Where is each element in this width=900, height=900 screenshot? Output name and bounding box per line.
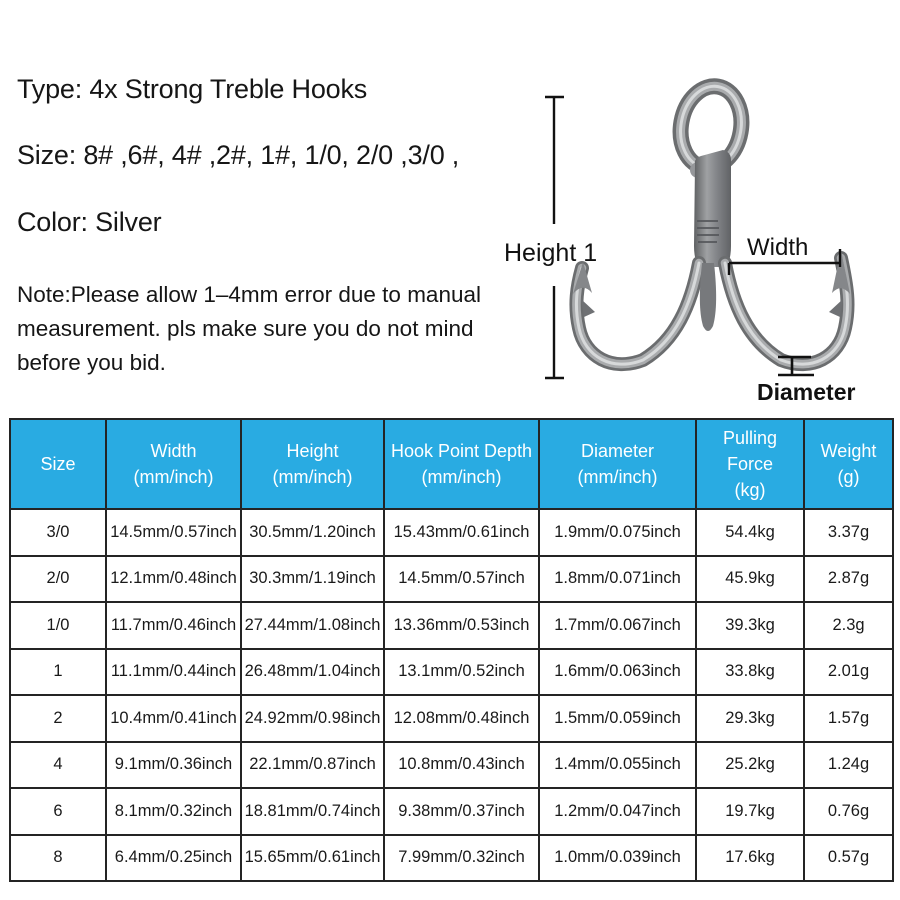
table-cell: 18.81mm/0.74inch	[241, 788, 384, 835]
table-cell: 1.5mm/0.059inch	[539, 695, 696, 742]
width-dimension-label: Width	[747, 234, 809, 261]
table-cell: 3/0	[10, 509, 106, 556]
table-cell: 1.4mm/0.055inch	[539, 742, 696, 789]
table-cell: 1.9mm/0.075inch	[539, 509, 696, 556]
table-cell: 1	[10, 649, 106, 696]
column-header: Size	[10, 419, 106, 509]
table-cell: 26.48mm/1.04inch	[241, 649, 384, 696]
table-cell: 15.43mm/0.61inch	[384, 509, 539, 556]
note-text-line3: before you bid.	[17, 350, 166, 375]
table-cell: 3.37g	[804, 509, 893, 556]
table-cell: 24.92mm/0.98inch	[241, 695, 384, 742]
height-dimension-label: Height 1	[504, 239, 598, 267]
table-cell: 13.1mm/0.52inch	[384, 649, 539, 696]
column-header: Width (mm/inch)	[106, 419, 241, 509]
spec-table-container	[9, 418, 892, 882]
table-cell: 2.3g	[804, 602, 893, 649]
table-row	[10, 556, 893, 603]
table-cell: 0.76g	[804, 788, 893, 835]
table-cell: 1/0	[10, 602, 106, 649]
table-cell: 39.3kg	[696, 602, 804, 649]
spec-table-header-row	[10, 419, 893, 509]
table-cell: 7.99mm/0.32inch	[384, 835, 539, 882]
table-cell: 13.36mm/0.53inch	[384, 602, 539, 649]
table-cell: 15.65mm/0.61inch	[241, 835, 384, 882]
table-row	[10, 695, 893, 742]
height-measure-line	[545, 97, 564, 378]
table-cell: 27.44mm/1.08inch	[241, 602, 384, 649]
column-header: Weight (g)	[804, 419, 893, 509]
table-row	[10, 509, 893, 556]
table-cell: 11.1mm/0.44inch	[106, 649, 241, 696]
table-cell: 14.5mm/0.57inch	[106, 509, 241, 556]
table-cell: 1.6mm/0.063inch	[539, 649, 696, 696]
table-cell: 1.2mm/0.047inch	[539, 788, 696, 835]
note-text-line1: Note:Please allow 1–4mm error due to manual	[17, 282, 481, 307]
table-cell: 10.4mm/0.41inch	[106, 695, 241, 742]
hook-middle-point	[700, 263, 716, 331]
table-cell: 2/0	[10, 556, 106, 603]
table-cell: 4	[10, 742, 106, 789]
hook-shank	[694, 150, 731, 267]
table-cell: 6	[10, 788, 106, 835]
table-cell: 22.1mm/0.87inch	[241, 742, 384, 789]
table-cell: 1.0mm/0.039inch	[539, 835, 696, 882]
table-cell: 2.87g	[804, 556, 893, 603]
table-cell: 33.8kg	[696, 649, 804, 696]
table-cell: 11.7mm/0.46inch	[106, 602, 241, 649]
note-text-line2: measurement. pls make sure you do not mind	[17, 316, 474, 341]
table-cell: 54.4kg	[696, 509, 804, 556]
table-row	[10, 742, 893, 789]
table-cell: 45.9kg	[696, 556, 804, 603]
table-cell: 1.8mm/0.071inch	[539, 556, 696, 603]
table-cell: 0.57g	[804, 835, 893, 882]
spec-table-body	[10, 509, 893, 881]
table-cell: 12.1mm/0.48inch	[106, 556, 241, 603]
table-cell: 19.7kg	[696, 788, 804, 835]
hook-right-bend	[725, 258, 848, 364]
table-cell: 2	[10, 695, 106, 742]
table-cell: 9.38mm/0.37inch	[384, 788, 539, 835]
table-cell: 25.2kg	[696, 742, 804, 789]
treble-hook-image	[480, 55, 900, 410]
table-row	[10, 602, 893, 649]
product-type-text: Type: 4x Strong Treble Hooks	[17, 74, 368, 104]
table-cell: 17.6kg	[696, 835, 804, 882]
table-cell: 1.7mm/0.067inch	[539, 602, 696, 649]
table-cell: 29.3kg	[696, 695, 804, 742]
table-cell: 30.5mm/1.20inch	[241, 509, 384, 556]
table-cell: 1.24g	[804, 742, 893, 789]
column-header: Hook Point Depth (mm/inch)	[384, 419, 539, 509]
table-cell: 10.8mm/0.43inch	[384, 742, 539, 789]
table-cell: 6.4mm/0.25inch	[106, 835, 241, 882]
table-cell: 30.3mm/1.19inch	[241, 556, 384, 603]
product-sizes-text: Size: 8# ,6#, 4# ,2#, 1#, 1/0, 2/0 ,3/0 ,	[17, 140, 460, 170]
spec-table	[9, 418, 894, 882]
product-color-text: Color: Silver	[17, 207, 162, 237]
table-row	[10, 649, 893, 696]
table-cell: 1.57g	[804, 695, 893, 742]
table-cell: 9.1mm/0.36inch	[106, 742, 241, 789]
table-row	[10, 788, 893, 835]
table-cell: 12.08mm/0.48inch	[384, 695, 539, 742]
diameter-dimension-label: Diameter	[757, 379, 856, 405]
column-header: Height (mm/inch)	[241, 419, 384, 509]
column-header: Diameter (mm/inch)	[539, 419, 696, 509]
table-cell: 2.01g	[804, 649, 893, 696]
table-cell: 8	[10, 835, 106, 882]
table-cell: 14.5mm/0.57inch	[384, 556, 539, 603]
hook-left-bend	[576, 263, 699, 364]
table-row	[10, 835, 893, 882]
column-header: Pulling Force (kg)	[696, 419, 804, 509]
table-cell: 8.1mm/0.32inch	[106, 788, 241, 835]
